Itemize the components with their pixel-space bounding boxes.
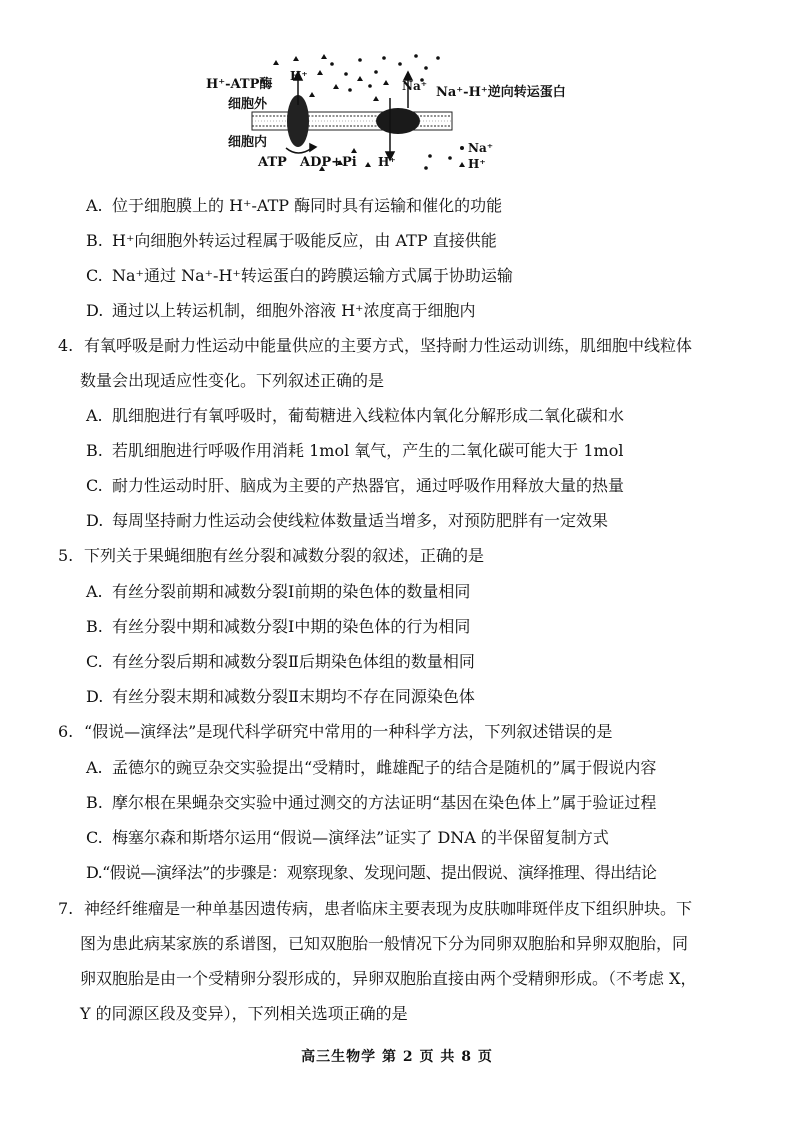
option-text: 有丝分裂中期和减数分裂Ⅰ中期的染色体的行为相同 xyxy=(112,617,471,636)
inside-label: 细胞内 xyxy=(228,135,268,150)
option-letter: D. xyxy=(86,511,104,530)
option-letter: A. xyxy=(86,758,103,777)
legend-na-label: Na⁺ xyxy=(468,141,494,155)
q7-stem-line2: 图为患此病某家族的系谱图，已知双胞胎一般情况下分为同卵双胞胎和异卵双胞胎，同 xyxy=(80,934,689,953)
q5-option-a xyxy=(86,582,470,602)
q7-stem-line3: 卵双胞胎是由一个受精卵分裂形成的，异卵双胞胎直接由两个受精卵形成。（不考虑 X， xyxy=(80,969,697,988)
question-stem: “假说—演绎法”是现代科学研究中常用的一种科学方法，下列叙述错误的是 xyxy=(84,722,613,741)
option-letter: C. xyxy=(86,652,103,671)
q5-stem xyxy=(58,546,484,566)
atp-label: ATP xyxy=(258,155,287,170)
option-text: 有丝分裂末期和减数分裂Ⅱ末期均不存在同源染色体 xyxy=(112,687,475,706)
page-footer: 高三生物学 第 2 页 共 8 页 xyxy=(301,1049,493,1065)
question-number: 7. xyxy=(58,899,74,918)
q3-option-b xyxy=(86,231,497,251)
option-letter: D. xyxy=(86,687,104,706)
option-text: 有丝分裂后期和减数分裂Ⅱ后期染色体组的数量相同 xyxy=(112,652,475,671)
option-text: H⁺向细胞外转运过程属于吸能反应，由 ATP 直接供能 xyxy=(112,231,497,250)
q7-stem-line4: Y 的同源区段及变异），下列相关选项正确的是 xyxy=(80,1004,408,1023)
q4-option-a xyxy=(86,406,624,426)
option-letter: A. xyxy=(86,196,103,215)
option-letter: D. xyxy=(86,301,104,320)
option-letter: B. xyxy=(86,617,103,636)
q6-option-a xyxy=(86,758,656,778)
antiporter-protein xyxy=(376,108,420,134)
q4-option-c xyxy=(86,476,624,496)
option-text: 有丝分裂前期和减数分裂Ⅰ前期的染色体的数量相同 xyxy=(112,582,471,601)
q3-option-c xyxy=(86,266,513,286)
option-letter: C. xyxy=(86,476,103,495)
h-bottom-label: H⁺ xyxy=(378,155,396,169)
question-stem: 有氧呼吸是耐力性运动中能量供应的主要方式，坚持耐力性运动训练，肌细胞中线粒体 xyxy=(84,336,693,355)
q6-option-c xyxy=(86,828,609,848)
q6-option-d xyxy=(86,863,656,883)
q5-option-c xyxy=(86,652,475,672)
q5-option-b xyxy=(86,617,470,637)
option-text: 位于细胞膜上的 H⁺-ATP 酶同时具有运输和催化的功能 xyxy=(112,196,503,215)
question-stem: 下列关于果蝇细胞有丝分裂和减数分裂的叙述，正确的是 xyxy=(84,546,485,565)
option-text: 肌细胞进行有氧呼吸时，葡萄糖进入线粒体内氧化分解形成二氧化碳和水 xyxy=(112,406,625,425)
option-text: 耐力性运动时肝、脑成为主要的产热器官，通过呼吸作用释放大量的热量 xyxy=(112,476,625,495)
h-top-label: H⁺ xyxy=(290,69,308,83)
option-text: 梅塞尔森和斯塔尔运用“假说—演绎法”证实了 DNA 的半保留复制方式 xyxy=(112,828,609,847)
question-number: 4. xyxy=(58,336,74,355)
option-letter: B. xyxy=(86,231,103,250)
q4-option-d xyxy=(86,511,608,531)
option-letter: A. xyxy=(86,406,103,425)
option-letter: C. xyxy=(86,266,103,285)
membrane-bilayer xyxy=(252,112,452,130)
option-letter: C. xyxy=(86,828,103,847)
option-text: 孟德尔的豌豆杂交实验提出“受精时，雌雄配子的结合是随机的”属于假说内容 xyxy=(112,758,657,777)
question-stem: 神经纤维瘤是一种单基因遗传病，患者临床主要表现为皮肤咖啡斑伴皮下组织肿块。下 xyxy=(84,899,693,918)
antiporter-label: Na⁺-H⁺逆向转运蛋白 xyxy=(436,85,566,100)
option-letter: D. xyxy=(86,863,103,882)
question-number: 6. xyxy=(58,722,74,741)
membrane-transport-diagram xyxy=(200,50,600,180)
option-text: 每周坚持耐力性运动会使线粒体数量适当增多，对预防肥胖有一定效果 xyxy=(112,511,609,530)
legend-h-label: H⁺ xyxy=(468,157,486,171)
option-text: “假说—演绎法”的步骤是：观察现象、发现问题、提出假说、演绎推理、得出结论 xyxy=(102,863,657,882)
option-letter: A. xyxy=(86,582,103,601)
option-text: 摩尔根在果蝇杂交实验中通过测交的方法证明“基因在染色体上”属于验证过程 xyxy=(112,793,657,812)
option-letter: B. xyxy=(86,441,103,460)
option-text: 通过以上转运机制，细胞外溶液 H⁺浓度高于细胞内 xyxy=(112,301,476,320)
q4-stem-line1 xyxy=(58,336,692,356)
q3-option-d xyxy=(86,301,476,321)
q6-stem xyxy=(58,722,612,742)
option-letter: B. xyxy=(86,793,103,812)
q6-option-b xyxy=(86,793,656,813)
option-text: 若肌细胞进行呼吸作用消耗 1mol 氧气，产生的二氧化碳可能大于 1mol xyxy=(112,441,624,460)
q4-stem-line2: 数量会出现适应性变化。下列叙述正确的是 xyxy=(80,371,385,390)
na-top-label: Na⁺ xyxy=(402,79,428,93)
q5-option-d xyxy=(86,687,475,707)
option-text: Na⁺通过 Na⁺-H⁺转运蛋白的跨膜运输方式属于协助运输 xyxy=(112,266,513,285)
q4-option-b xyxy=(86,441,623,461)
h-atpase-label: H⁺-ATP酶 xyxy=(206,77,273,92)
q7-stem-line1 xyxy=(58,899,692,919)
question-number: 5. xyxy=(58,546,74,565)
outside-label: 细胞外 xyxy=(228,97,268,112)
q3-option-a xyxy=(86,196,502,216)
adp-pi-label: ADP+Pi xyxy=(300,155,357,170)
